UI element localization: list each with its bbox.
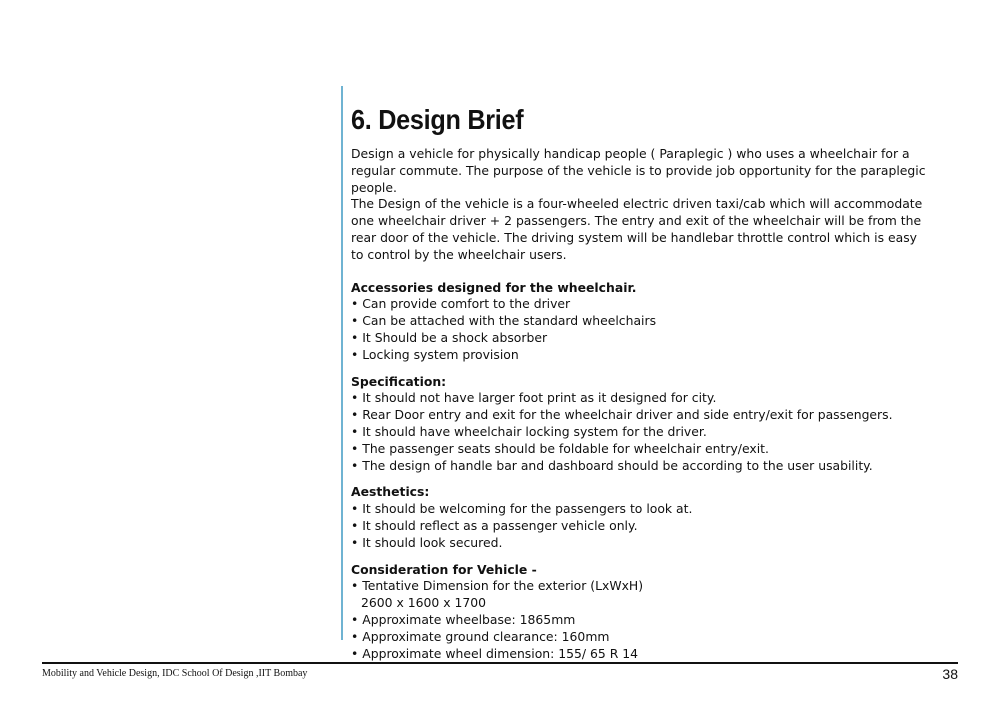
accessories-list (351, 296, 931, 363)
list-item: • Locking system provision (351, 346, 519, 362)
section-heading: Consideration for Vehicle - (351, 561, 537, 577)
consideration-section (351, 562, 931, 663)
list-item: • Approximate wheelbase: 1865mm (351, 611, 576, 627)
specification-section (351, 374, 931, 475)
page-title: 6. Design Brief (351, 104, 524, 135)
intro-paragraph-2: The Design of the vehicle is a four-wheeled electric driven taxi/cab which will accommodate one wheelchair driver + 2 passengers. The entry and exit of the wheelchair will be from the rear door of the vehicle. The driving system will be handlebar throttle control which is easy to control by the wheelchair users. (351, 196, 923, 262)
list-item: • The passenger seats should be foldable for wheelchair entry/exit. (351, 440, 769, 456)
accent-vertical-line (341, 86, 343, 640)
list-item: • It should have wheelchair locking system for the driver. (351, 423, 707, 439)
aesthetics-list (351, 501, 931, 551)
list-item: • Can provide comfort to the driver (351, 296, 571, 312)
section-heading: Accessories designed for the wheelchair. (351, 279, 637, 295)
aesthetics-section (351, 484, 931, 551)
list-item: • Tentative Dimension for the exterior (LxWxH) (351, 578, 644, 594)
footer-text: Mobility and Vehicle Design, IDC School Of Design ,IIT Bombay (42, 668, 308, 679)
list-item: • It should look secured. (351, 534, 503, 550)
list-item: • Rear Door entry and exit for the wheelchair driver and side entry/exit for passengers. (351, 407, 893, 423)
section-heading: Aesthetics: (351, 484, 430, 500)
list-item: • It should not have larger foot print as it designed for city. (351, 390, 717, 406)
list-item: • The design of handle bar and dashboard should be according to the user usability. (351, 457, 873, 473)
list-item: • Can be attached with the standard wheelchairs (351, 313, 657, 329)
list-item: • It should reflect as a passenger vehicle only. (351, 517, 638, 533)
page-number: 38 (942, 666, 958, 682)
section-heading: Specification: (351, 373, 447, 389)
specification-list (351, 390, 931, 474)
footer-divider (42, 662, 958, 664)
consideration-list (351, 578, 931, 662)
design-brief-content (351, 100, 931, 662)
intro-paragraph-1: Design a vehicle for physically handicap people ( Paraplegic ) who uses a wheelchair for a regular commute. The purpose of the vehicle is to provide job opportunity for the paraplegic people. (351, 146, 926, 195)
list-item: • Approximate wheel dimension: 155/ 65 R 14 (351, 645, 639, 661)
list-item-continuation: 2600 x 1600 x 1700 (361, 595, 487, 611)
accessories-section (351, 280, 931, 364)
list-item: • It should be welcoming for the passengers to look at. (351, 501, 693, 517)
list-item: • Approximate ground clearance: 160mm (351, 628, 610, 644)
list-item: • It Should be a shock absorber (351, 329, 548, 345)
